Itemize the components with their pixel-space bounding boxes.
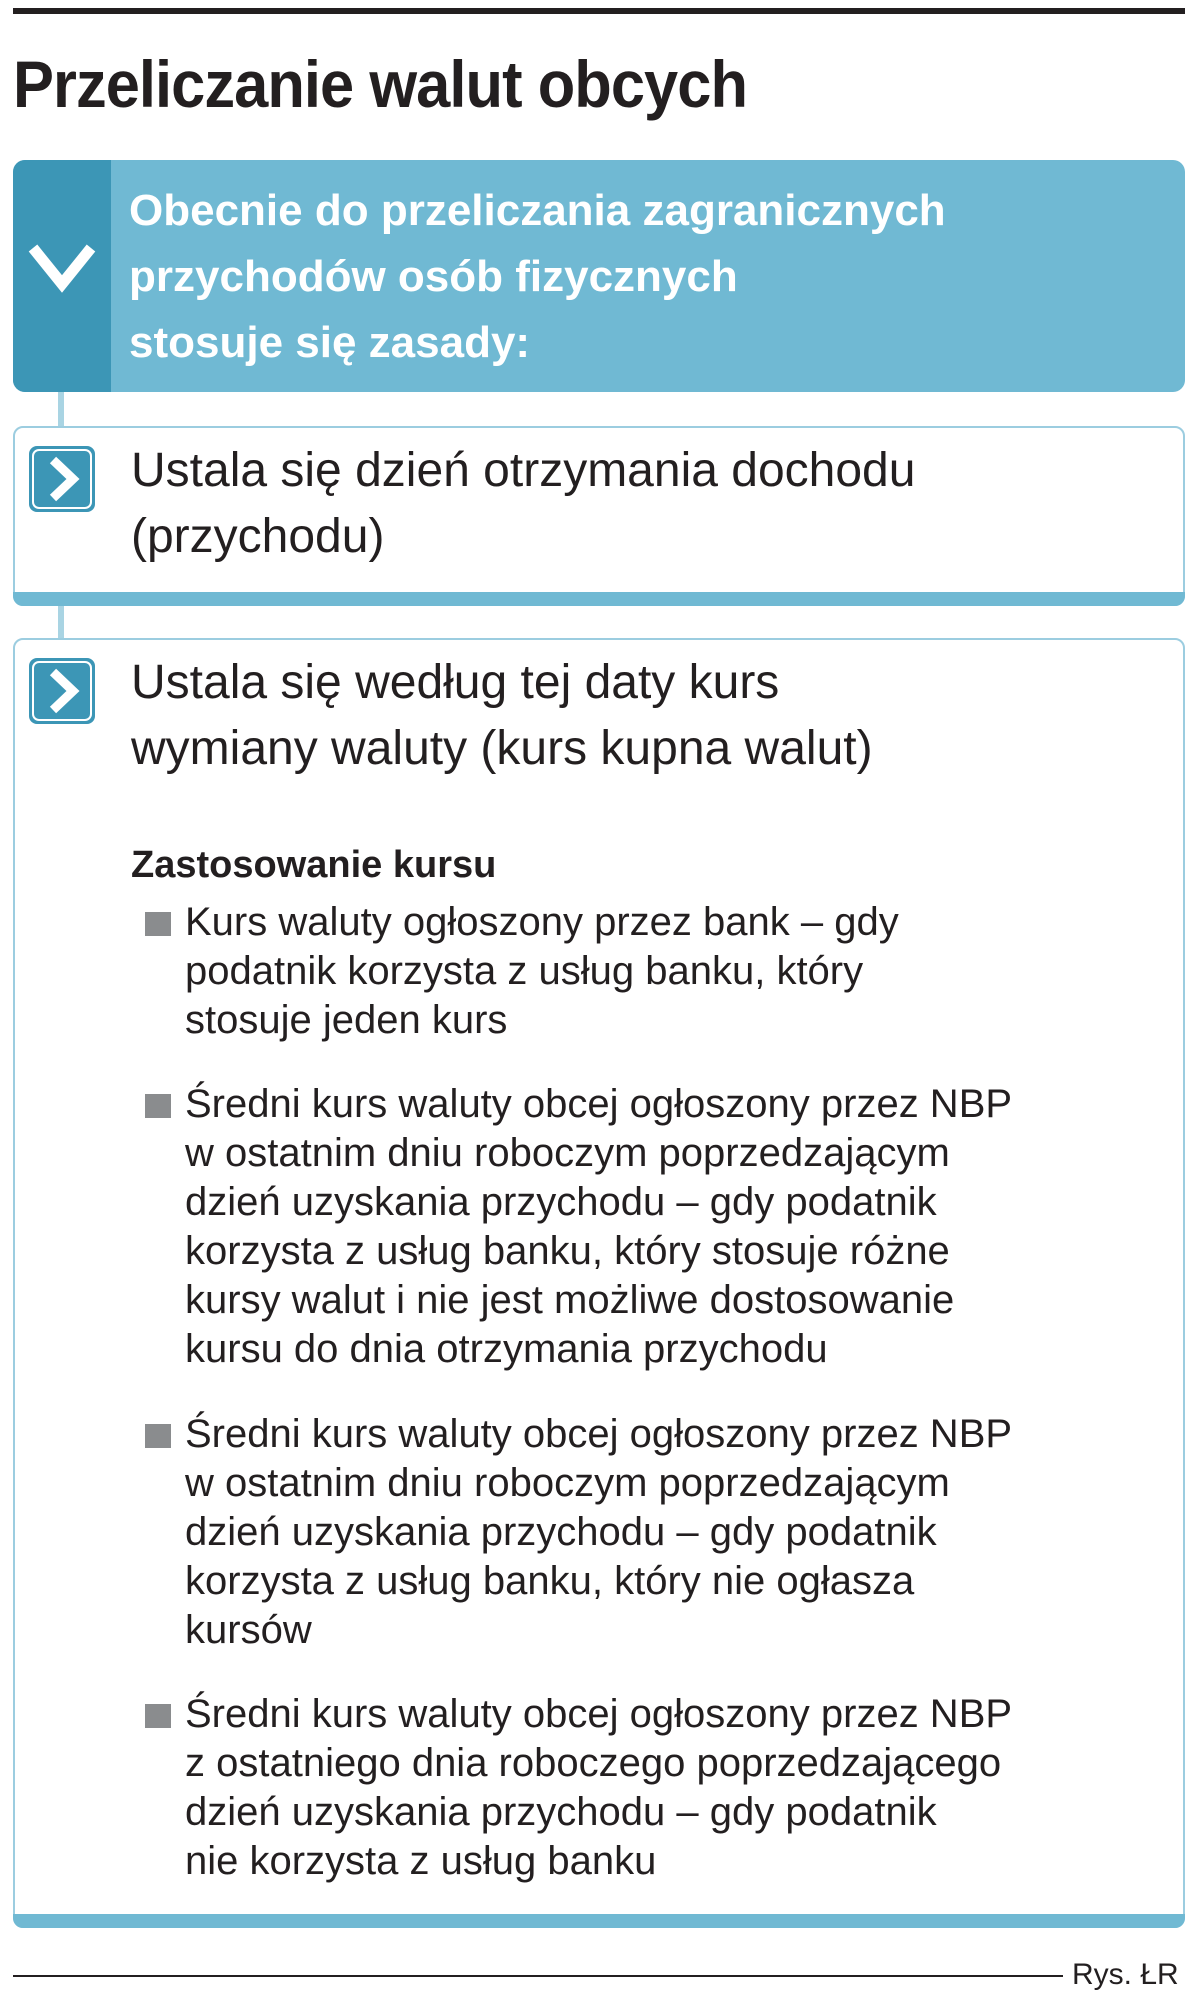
header-side-panel xyxy=(13,160,111,392)
step-box-2 xyxy=(13,638,1185,1928)
step-marker xyxy=(29,658,95,724)
step-text-1: Ustala się dzień otrzymania dochodu (przychodu) xyxy=(131,444,916,563)
bullet-square-icon xyxy=(145,1094,171,1118)
list-item-text: Średni kurs waluty obcej ogłoszony przez NBP w ostatnim dniu roboczym poprzedzającym dzień uzyskania przychodu – gdy podatnik korzysta z usług banku, który stosuje różne kursy walut i nie jest możliwe dostosowanie kursu do dnia otrzymania przychodu xyxy=(185,1082,1013,1371)
bullet-square-icon xyxy=(145,912,171,936)
bullet-square-icon xyxy=(145,1424,171,1448)
bottom-rule xyxy=(13,1975,1063,1977)
list-item-text: Średni kurs waluty obcej ogłoszony przez NBP w ostatnim dniu roboczym poprzedzającym dzień uzyskania przychodu – gdy podatnik korzysta z usług banku, który nie ogłasza kursów xyxy=(185,1412,1013,1652)
flow-connector xyxy=(58,604,64,640)
step-marker xyxy=(29,446,95,512)
chevron-down-icon xyxy=(27,238,97,298)
flow-connector xyxy=(58,392,64,428)
chevron-right-icon xyxy=(29,446,95,512)
step-box-1 xyxy=(13,426,1185,606)
page-title: Przeliczanie walut obcych xyxy=(13,47,748,121)
step-text-2: Ustala się według tej daty kurs wymiany waluty (kurs kupna walut) xyxy=(131,656,873,775)
header-text: Obecnie do przeliczania zagranicznych przychodów osób fizycznych stosuje się zasady: xyxy=(129,186,946,367)
list-item-text: Średni kurs waluty obcej ogłoszony przez NBP z ostatniego dnia roboczego poprzedzającego dzień uzyskania przychodu – gdy podatnik nie korzysta z usług banku xyxy=(185,1692,1013,1883)
top-rule xyxy=(13,8,1185,14)
header-box xyxy=(13,160,1185,392)
credit: Rys. ŁR xyxy=(1072,1958,1179,1991)
bullet-square-icon xyxy=(145,1704,171,1728)
list-item-text: Kurs waluty ogłoszony przez bank – gdy podatnik korzysta z usług banku, który stosuje jeden kurs xyxy=(185,900,899,1042)
chevron-right-icon xyxy=(29,658,95,724)
subheading: Zastosowanie kursu xyxy=(131,844,497,886)
